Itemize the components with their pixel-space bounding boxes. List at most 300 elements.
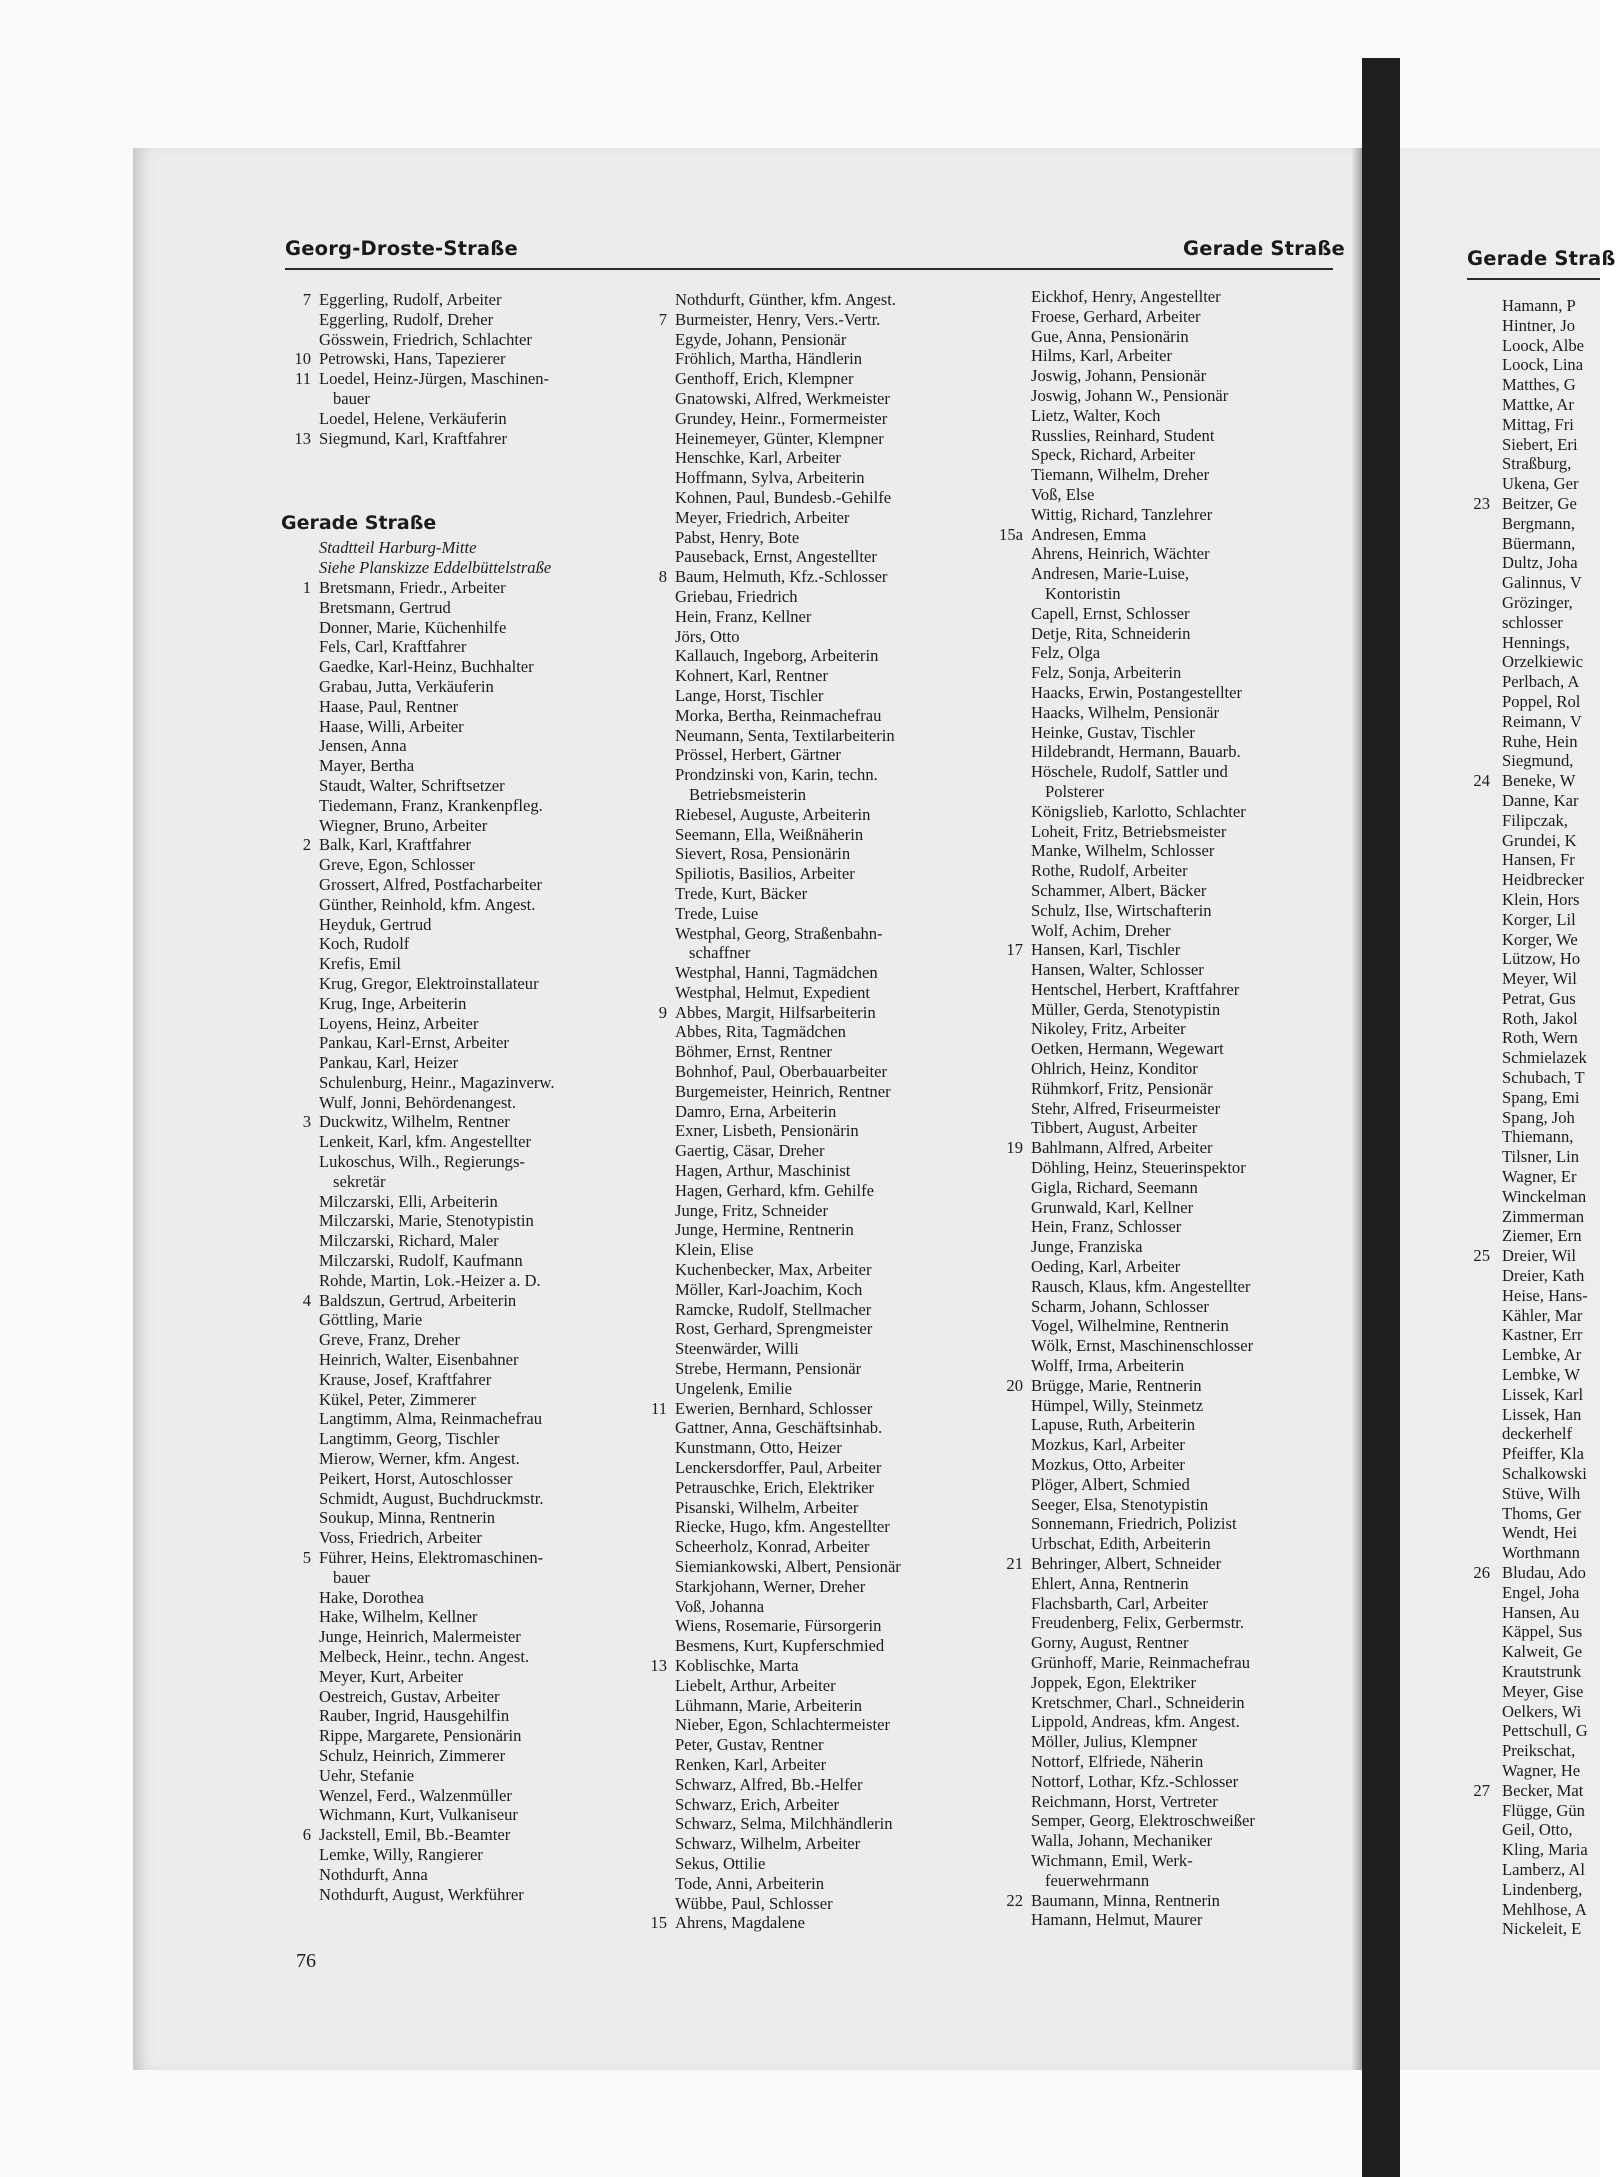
- resident-text: Schalkowski: [1502, 1464, 1587, 1484]
- directory-entry: [1460, 1405, 1610, 1425]
- directory-entry: [637, 1814, 987, 1834]
- resident-text: Klein, Elise: [675, 1240, 754, 1260]
- directory-entry: [637, 805, 987, 825]
- resident-text: Kontoristin: [1045, 583, 1121, 603]
- directory-entry: [637, 1913, 987, 1933]
- resident-text: Freudenberg, Felix, Gerbermstr.: [1031, 1613, 1245, 1633]
- directory-entry: [281, 994, 631, 1014]
- directory-entry: [637, 1656, 987, 1676]
- directory-entry: [1460, 732, 1610, 752]
- resident-text: Roth, Wern: [1502, 1028, 1578, 1048]
- directory-entry: [281, 954, 631, 974]
- directory-entry: [993, 1099, 1343, 1119]
- directory-entry: [637, 1517, 987, 1537]
- resident-text: Möller, Julius, Klempner: [1031, 1732, 1198, 1752]
- resident-text: Wiegner, Bruno, Arbeiter: [319, 815, 488, 835]
- resident-text: Russlies, Reinhard, Student: [1031, 425, 1215, 445]
- directory-entry: [1460, 316, 1610, 336]
- resident-text: Schmidt, August, Buchdruckmstr.: [319, 1488, 544, 1508]
- resident-text: Siemiankowski, Albert, Pensionär: [675, 1557, 901, 1576]
- resident-text: Pfeiffer, Kla: [1502, 1444, 1584, 1464]
- resident-text: Günther, Reinhold, kfm. Angest.: [319, 894, 536, 914]
- resident-text: Lamberz, Al: [1502, 1859, 1585, 1879]
- resident-text: Heinke, Gustav, Tischler: [1031, 722, 1195, 742]
- directory-entry: [637, 1102, 987, 1122]
- resident-text: Peter, Gustav, Rentner: [675, 1735, 824, 1755]
- resident-text: Korger, We: [1502, 929, 1578, 949]
- directory-entry: [993, 1554, 1343, 1574]
- resident-text: Ungelenk, Emilie: [675, 1378, 793, 1398]
- resident-text: Nieber, Egon, Schlachtermeister: [675, 1715, 890, 1735]
- directory-entry: [281, 1271, 631, 1291]
- directory-entry: [281, 1350, 631, 1370]
- resident-text: Heyduk, Gertrud: [319, 914, 432, 934]
- resident-text: Flügge, Gün: [1502, 1800, 1585, 1820]
- resident-text: Siegmund, Karl, Kraftfahrer: [319, 428, 507, 448]
- resident-text: Filipczak,: [1502, 810, 1568, 830]
- resident-text: schlosser: [1502, 612, 1563, 632]
- directory-entry: [1460, 1603, 1610, 1623]
- resident-text: Gue, Anna, Pensionärin: [1031, 326, 1189, 346]
- resident-text: Ruhe, Hein: [1502, 731, 1578, 751]
- resident-text: Gattner, Anna, Geschäftsinhab.: [675, 1418, 883, 1438]
- directory-entry: [1460, 989, 1610, 1009]
- directory-entry: [1460, 1860, 1610, 1880]
- resident-text: Hamann, P: [1502, 296, 1576, 315]
- resident-text: Nickeleit, E: [1502, 1919, 1582, 1939]
- directory-entry: [1460, 1523, 1610, 1543]
- resident-text: Mierow, Werner, kfm. Angest.: [319, 1449, 520, 1469]
- resident-text: Kähler, Mar: [1502, 1305, 1583, 1325]
- directory-entry: [637, 1220, 987, 1240]
- house-number: 8: [658, 567, 667, 587]
- directory-entry: [993, 921, 1343, 941]
- header-rule: [285, 268, 1333, 270]
- resident-text: Tilsner, Lin: [1502, 1147, 1580, 1167]
- resident-text: Meyer, Kurt, Arbeiter: [319, 1666, 464, 1686]
- resident-text: Kalweit, Ge: [1502, 1642, 1583, 1662]
- resident-text: Nottorf, Elfriede, Näherin: [1031, 1751, 1204, 1771]
- directory-entry: [1460, 1246, 1610, 1266]
- resident-text: Vogel, Wilhelmine, Rentnerin: [1031, 1316, 1229, 1336]
- resident-text: Mehlhose, A: [1502, 1899, 1587, 1919]
- resident-text: Bretsmann, Gertrud: [319, 597, 451, 617]
- resident-text: Hagen, Gerhard, kfm. Gehilfe: [675, 1180, 875, 1200]
- resident-text: Haacks, Erwin, Postangestellter: [1031, 682, 1243, 702]
- resident-text: Beitzer, Ge: [1502, 493, 1577, 513]
- directory-entry: [1460, 791, 1610, 811]
- resident-text: Lemke, Willy, Rangierer: [319, 1844, 483, 1864]
- resident-text: Hildebrandt, Hermann, Bauarb.: [1031, 742, 1241, 762]
- resident-text: Lukoschus, Wilh., Regierungs-: [319, 1152, 525, 1172]
- directory-entry: [281, 349, 631, 369]
- directory-entry: [281, 717, 631, 737]
- resident-text: Hansen, Au: [1502, 1602, 1580, 1622]
- resident-text: Fels, Carl, Kraftfahrer: [319, 637, 467, 657]
- directory-entry: [281, 409, 631, 429]
- house-number: 23: [1473, 493, 1490, 513]
- resident-text: Petrauschke, Erich, Elektriker: [675, 1477, 875, 1497]
- directory-entry: [637, 1062, 987, 1082]
- directory-entry: [637, 1300, 987, 1320]
- resident-text: Kunstmann, Otto, Heizer: [675, 1438, 842, 1458]
- resident-text: Büermann,: [1502, 533, 1576, 553]
- resident-text: Junge, Fritz, Schneider: [675, 1200, 828, 1220]
- directory-entry: [993, 1217, 1343, 1237]
- directory-entry: [1460, 1266, 1610, 1286]
- directory-entry: [1460, 593, 1610, 613]
- resident-text: Thiemann,: [1502, 1127, 1574, 1147]
- house-number: 2: [302, 835, 311, 855]
- directory-entry: [993, 1613, 1343, 1633]
- house-number: 4: [302, 1290, 311, 1310]
- directory-entry: [281, 1746, 631, 1766]
- directory-entry: [993, 782, 1343, 802]
- directory-entry: [1460, 1504, 1610, 1524]
- resident-text: Ahrens, Magdalene: [675, 1913, 805, 1933]
- directory-entry: [993, 1019, 1343, 1039]
- directory-entry: [993, 1297, 1343, 1317]
- directory-entry: [1460, 454, 1610, 474]
- directory-entry: [281, 1548, 631, 1568]
- directory-entry: [281, 1014, 631, 1034]
- resident-text: Baumann, Minna, Rentnerin: [1031, 1890, 1220, 1910]
- resident-text: Westphal, Helmut, Expedient: [675, 982, 870, 1002]
- directory-entry: [1460, 553, 1610, 573]
- directory-entry: [281, 1508, 631, 1528]
- resident-text: Sonnemann, Friedrich, Polizist: [1031, 1514, 1237, 1534]
- directory-entry: [281, 1112, 631, 1132]
- house-number: 11: [295, 369, 311, 389]
- directory-entry: [993, 1257, 1343, 1277]
- directory-entry: [637, 349, 987, 369]
- directory-entry: [993, 1237, 1343, 1257]
- directory-entry: [637, 1181, 987, 1201]
- directory-entry: [637, 1577, 987, 1597]
- resident-text: Fröhlich, Martha, Händlerin: [675, 349, 863, 369]
- directory-entry: [281, 1706, 631, 1726]
- directory-entry: [637, 1478, 987, 1498]
- resident-text: Riecke, Hugo, kfm. Angestellter: [675, 1517, 890, 1537]
- resident-text: Oestreich, Gustav, Arbeiter: [319, 1686, 500, 1706]
- directory-entry: [281, 816, 631, 836]
- resident-text: Hümpel, Willy, Steinmetz: [1031, 1395, 1204, 1415]
- directory-entry: [1460, 1840, 1610, 1860]
- resident-text: Pankau, Karl-Ernst, Arbeiter: [319, 1033, 509, 1053]
- resident-text: Korger, Lil: [1502, 909, 1576, 929]
- directory-entry: [281, 1172, 631, 1192]
- resident-text: Kallauch, Ingeborg, Arbeiterin: [675, 646, 879, 666]
- resident-text: deckerhelf: [1502, 1424, 1573, 1444]
- house-number: 25: [1473, 1246, 1490, 1266]
- resident-text: Brügge, Marie, Rentnerin: [1031, 1375, 1202, 1395]
- resident-text: Burmeister, Henry, Vers.-Vertr.: [675, 309, 881, 329]
- resident-text: Mayer, Bertha: [319, 756, 415, 776]
- resident-text: Schulz, Ilse, Wirtschafterin: [1031, 900, 1212, 920]
- directory-entry: [637, 1735, 987, 1755]
- resident-text: Starkjohann, Werner, Dreher: [675, 1576, 866, 1596]
- resident-text: Heinrich, Walter, Eisenbahner: [319, 1350, 519, 1370]
- directory-entry: [1460, 870, 1610, 890]
- directory-entry: [1460, 1880, 1610, 1900]
- resident-text: Gorny, August, Rentner: [1031, 1633, 1189, 1653]
- running-head-left: Georg-Droste-Straße: [285, 237, 518, 260]
- directory-entry: [281, 598, 631, 618]
- resident-text: Wolf, Achim, Dreher: [1031, 920, 1171, 940]
- resident-text: Burgemeister, Heinrich, Rentner: [675, 1081, 891, 1101]
- resident-text: Dreier, Kath: [1502, 1266, 1585, 1286]
- directory-entry: [637, 330, 987, 350]
- directory-entry: [1460, 1741, 1610, 1761]
- directory-entry: [281, 1588, 631, 1608]
- resident-text: Grünhoff, Marie, Reinmachefrau: [1031, 1652, 1251, 1672]
- directory-entry: [1460, 355, 1610, 375]
- resident-text: Hansen, Karl, Tischler: [1031, 940, 1181, 960]
- directory-entry: [281, 1211, 631, 1231]
- resident-text: Mittag, Fri: [1502, 414, 1574, 434]
- directory-entry: [281, 1627, 631, 1647]
- directory-entry: [993, 1732, 1343, 1752]
- resident-text: Nothdurft, Anna: [319, 1864, 428, 1884]
- resident-text: Loyens, Heinz, Arbeiter: [319, 1013, 479, 1033]
- directory-entry: [993, 1673, 1343, 1693]
- directory-entry: [637, 745, 987, 765]
- resident-text: Langtimm, Alma, Reinmachefrau: [319, 1409, 543, 1429]
- resident-text: Lenckersdorffer, Paul, Arbeiter: [675, 1458, 882, 1478]
- directory-entry: [1460, 415, 1610, 435]
- running-head-right: Gerade Straße: [1183, 237, 1345, 260]
- directory-entry: [637, 1834, 987, 1854]
- resident-text: Hein, Franz, Schlosser: [1031, 1217, 1182, 1237]
- resident-text: Lembke, W: [1502, 1365, 1581, 1385]
- directory-entry: [1460, 692, 1610, 712]
- resident-text: Petrowski, Hans, Tapezierer: [319, 349, 506, 369]
- resident-text: Wulf, Jonni, Behördenangest.: [319, 1092, 517, 1112]
- resident-text: Milczarski, Elli, Arbeiterin: [319, 1191, 498, 1211]
- directory-entry: [281, 1647, 631, 1667]
- resident-text: Lützow, Ho: [1502, 949, 1581, 969]
- resident-text: Petrat, Gus: [1502, 988, 1576, 1008]
- directory-entry: [281, 657, 631, 677]
- resident-text: Kükel, Peter, Zimmerer: [319, 1389, 476, 1409]
- resident-text: Trede, Luise: [675, 903, 759, 923]
- resident-text: Ahrens, Heinrich, Wächter: [1031, 544, 1210, 564]
- resident-text: Genthoff, Erich, Klempner: [675, 369, 854, 389]
- house-number: 10: [294, 349, 311, 369]
- directory-entry: [993, 1376, 1343, 1396]
- directory-entry: [637, 1498, 987, 1518]
- resident-text: Gnatowski, Alfred, Werkmeister: [675, 388, 890, 408]
- directory-entry: [281, 429, 631, 449]
- directory-entry: [281, 1449, 631, 1469]
- resident-text: Voß, Johanna: [675, 1596, 765, 1616]
- directory-entry: [637, 1359, 987, 1379]
- resident-text: Reimann, V: [1502, 711, 1582, 731]
- section-map-reference: Siehe Planskizze Eddelbüttelstraße: [319, 558, 552, 578]
- directory-entry: [281, 1429, 631, 1449]
- directory-entry: [993, 1752, 1343, 1772]
- resident-text: Kohnert, Karl, Rentner: [675, 666, 828, 686]
- resident-text: Hagen, Arthur, Maschinist: [675, 1161, 851, 1181]
- resident-text: Ohlrich, Heinz, Konditor: [1031, 1059, 1198, 1079]
- resident-text: Oelkers, Wi: [1502, 1701, 1582, 1721]
- resident-text: Rühmkorf, Fritz, Pensionär: [1031, 1078, 1213, 1098]
- directory-entry: [1460, 652, 1610, 672]
- house-number: 13: [294, 428, 311, 448]
- directory-entry: [1460, 1207, 1610, 1227]
- directory-entry: [1460, 1622, 1610, 1642]
- resident-text: Lietz, Walter, Koch: [1031, 405, 1161, 425]
- section-gap: [281, 448, 631, 508]
- column-1: [281, 290, 631, 1904]
- directory-entry: [281, 1033, 631, 1053]
- directory-entry: [1460, 751, 1610, 771]
- resident-text: Grözinger,: [1502, 592, 1573, 612]
- resident-text: Westphal, Hanni, Tagmädchen: [675, 963, 878, 983]
- directory-entry: [637, 666, 987, 686]
- directory-entry: [637, 587, 987, 607]
- resident-text: Dultz, Joha: [1502, 553, 1578, 573]
- page-number: 76: [296, 1950, 316, 1972]
- house-number: 22: [1006, 1890, 1023, 1910]
- resident-text: Joswig, Johann, Pensionär: [1031, 366, 1207, 386]
- directory-entry: [637, 607, 987, 627]
- directory-entry: [637, 686, 987, 706]
- resident-text: Damro, Erna, Arbeiterin: [675, 1101, 837, 1121]
- resident-text: Wichmann, Emil, Werk-: [1031, 1850, 1193, 1870]
- directory-entry: [637, 448, 987, 468]
- resident-text: Polsterer: [1045, 781, 1104, 801]
- resident-text: Ewerien, Bernhard, Schlosser: [675, 1398, 873, 1418]
- resident-text: Koblischke, Marta: [675, 1655, 799, 1675]
- directory-entry: [993, 822, 1343, 842]
- next-page-running-head: Gerade Straß: [1467, 247, 1616, 270]
- resident-text: Lühmann, Marie, Arbeiterin: [675, 1695, 863, 1715]
- directory-entry: [993, 287, 1343, 307]
- directory-entry: [1460, 1900, 1610, 1920]
- resident-text: Möller, Karl-Joachim, Koch: [675, 1279, 863, 1299]
- directory-entry: [637, 1240, 987, 1260]
- book-spine: [1362, 58, 1400, 2177]
- resident-text: Spiliotis, Basilios, Arbeiter: [675, 864, 855, 884]
- directory-entry: [281, 618, 631, 638]
- directory-entry: [993, 1118, 1343, 1138]
- directory-entry: [637, 1141, 987, 1161]
- directory-entry: [281, 290, 631, 310]
- directory-entry: [993, 327, 1343, 347]
- directory-entry: [1460, 1444, 1610, 1464]
- resident-text: Duckwitz, Wilhelm, Rentner: [319, 1112, 510, 1132]
- resident-text: Krautstrunk: [1502, 1661, 1582, 1681]
- directory-entry: [637, 825, 987, 845]
- resident-text: Preikschat,: [1502, 1741, 1576, 1761]
- directory-entry: [993, 802, 1343, 822]
- directory-entry: [1460, 1662, 1610, 1682]
- resident-text: Greve, Franz, Dreher: [319, 1330, 460, 1350]
- directory-entry: [1460, 1761, 1610, 1781]
- resident-text: Gösswein, Friedrich, Schlachter: [319, 329, 532, 349]
- directory-entry: [993, 762, 1343, 782]
- resident-text: Pabst, Henry, Bote: [675, 527, 800, 547]
- directory-entry: [993, 960, 1343, 980]
- resident-text: Ramcke, Rudolf, Stellmacher: [675, 1299, 872, 1319]
- directory-entry: [1460, 969, 1610, 989]
- directory-entry: [637, 1280, 987, 1300]
- resident-text: Renken, Karl, Arbeiter: [675, 1754, 827, 1774]
- resident-text: Milczarski, Marie, Stenotypistin: [319, 1211, 534, 1231]
- directory-entry: [1460, 771, 1610, 791]
- resident-text: Baum, Helmuth, Kfz.-Schlosser: [675, 567, 888, 587]
- resident-text: Riebesel, Auguste, Arbeiterin: [675, 804, 871, 824]
- resident-text: Grundey, Heinr., Formermeister: [675, 408, 888, 428]
- resident-text: Grossert, Alfred, Postfacharbeiter: [319, 874, 543, 894]
- house-number: 19: [1006, 1138, 1023, 1158]
- directory-entry: [281, 1073, 631, 1093]
- house-number: 15: [650, 1913, 667, 1933]
- directory-entry: [993, 584, 1343, 604]
- resident-text: Hamann, Helmut, Maurer: [1031, 1910, 1203, 1930]
- resident-text: Balk, Karl, Kraftfahrer: [319, 835, 472, 855]
- directory-entry: [1460, 1365, 1610, 1385]
- directory-entry: [637, 924, 987, 944]
- resident-text: Schwarz, Erich, Arbeiter: [675, 1794, 840, 1814]
- resident-text: bauer: [333, 1567, 370, 1587]
- resident-text: Stehr, Alfred, Friseurmeister: [1031, 1098, 1221, 1118]
- resident-text: Bahlmann, Alfred, Arbeiter: [1031, 1138, 1213, 1158]
- resident-text: Staudt, Walter, Schriftsetzer: [319, 775, 505, 795]
- directory-entry: [1460, 1167, 1610, 1187]
- resident-text: Ehlert, Anna, Rentnerin: [1031, 1573, 1189, 1593]
- resident-text: Sievert, Rosa, Pensionärin: [675, 844, 851, 864]
- resident-text: Pisanski, Wilhelm, Arbeiter: [675, 1497, 859, 1517]
- resident-text: Pauseback, Ernst, Angestellter: [675, 547, 877, 567]
- directory-entry: [637, 1874, 987, 1894]
- directory-entry: [1460, 1919, 1610, 1939]
- resident-text: Prössel, Herbert, Gärtner: [675, 745, 841, 765]
- resident-text: Hake, Dorothea: [319, 1587, 425, 1607]
- directory-entry: [1460, 1226, 1610, 1246]
- resident-text: Schwarz, Selma, Milchhändlerin: [675, 1814, 893, 1834]
- directory-entry: [1460, 573, 1610, 593]
- directory-entry: [281, 934, 631, 954]
- directory-entry: [281, 369, 631, 389]
- resident-text: Hein, Franz, Kellner: [675, 606, 812, 626]
- resident-text: Lapuse, Ruth, Arbeiterin: [1031, 1415, 1196, 1435]
- directory-entry: [281, 796, 631, 816]
- directory-entry: [1460, 375, 1610, 395]
- directory-entry: [993, 525, 1343, 545]
- resident-text: Greve, Egon, Schlosser: [319, 855, 475, 875]
- resident-text: Lindenberg,: [1502, 1879, 1583, 1899]
- directory-entry: [993, 445, 1343, 465]
- resident-text: Galinnus, V: [1502, 573, 1582, 593]
- resident-text: Egyde, Johann, Pensionär: [675, 329, 847, 349]
- directory-entry: [1460, 1048, 1610, 1068]
- directory-entry: [1460, 514, 1610, 534]
- directory-entry: [993, 1495, 1343, 1515]
- resident-text: Eickhof, Henry, Angestellter: [1031, 287, 1221, 306]
- resident-text: Schammer, Albert, Bäcker: [1031, 880, 1207, 900]
- resident-text: Joswig, Johann W., Pensionär: [1031, 385, 1229, 405]
- directory-entry: [1460, 1345, 1610, 1365]
- directory-entry: [281, 1607, 631, 1627]
- resident-text: Geil, Otto,: [1502, 1820, 1573, 1840]
- directory-entry: [1460, 1583, 1610, 1603]
- house-number: 17: [1006, 940, 1023, 960]
- resident-text: Reichmann, Horst, Vertreter: [1031, 1791, 1218, 1811]
- resident-text: Schulz, Heinrich, Zimmerer: [319, 1745, 506, 1765]
- house-number: 27: [1473, 1780, 1490, 1800]
